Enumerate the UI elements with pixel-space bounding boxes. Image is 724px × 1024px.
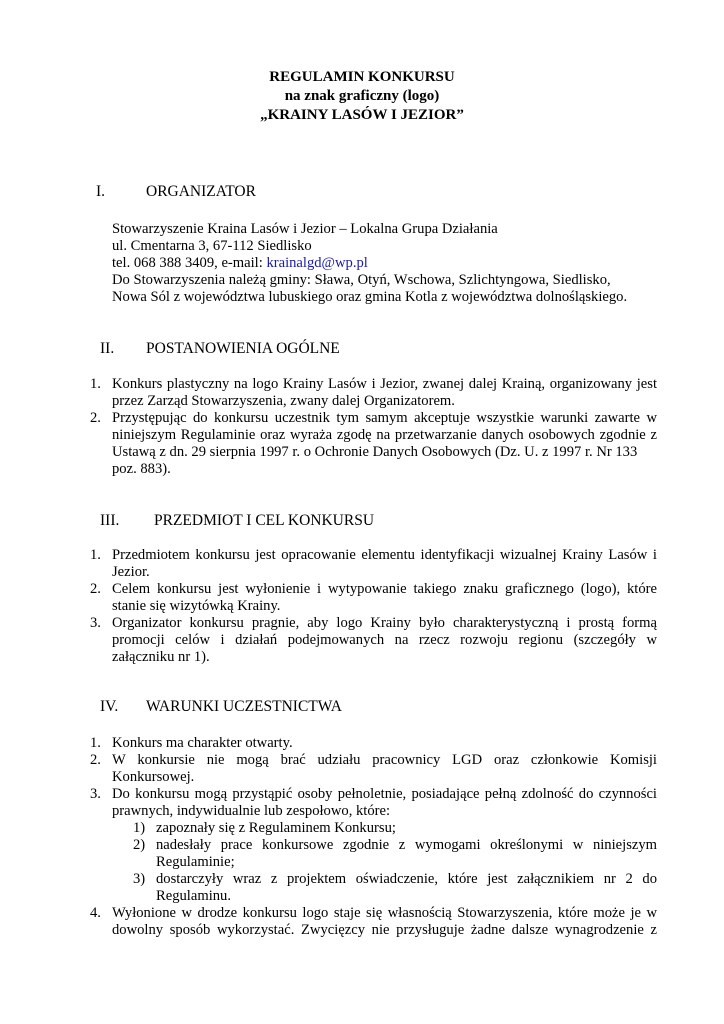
list-number: 2. <box>90 752 101 768</box>
sublist-item-line: Regulaminie; <box>156 854 235 870</box>
list-number: 4. <box>90 905 101 921</box>
section-1-number: I. <box>96 183 106 200</box>
list-item-line: Konkurs plastyczny na logo Krainy Lasów i Jezior, zwanej dalej Krainą, organizowany jest <box>112 376 657 392</box>
list-number: 2. <box>90 581 101 597</box>
list-number: 1. <box>90 547 101 563</box>
list-item-line: poz. 883). <box>112 461 171 477</box>
list-item-line: Wyłonione w drodze konkursu logo staje się własnością Stowarzyszenia, które może je w <box>112 905 657 921</box>
sublist-number: 3) <box>133 871 146 887</box>
organizer-address: ul. Cmentarna 3, 67-112 Siedlisko <box>112 238 312 254</box>
list-item-line: niniejszym Regulaminie oraz wyraża zgodę na przetwarzanie danych osobowych zgodnie z <box>112 427 657 443</box>
sublist-item-line: zapoznały się z Regulaminem Konkursu; <box>156 820 396 836</box>
list-number: 3. <box>90 615 101 631</box>
list-number: 1. <box>90 376 101 392</box>
list-item-line: przez Zarząd Stowarzyszenia, zwany dalej Organizatorem. <box>112 393 455 409</box>
sublist-number: 1) <box>133 820 146 836</box>
list-number: 1. <box>90 735 101 751</box>
list-item-line: promocji celów i działań podejmowanych na rzecz rozwoju regionu (szczegóły w <box>112 632 657 648</box>
section-3-number: III. <box>100 512 120 529</box>
sublist-item-line: nadesłały prace konkursowe zgodnie z wymogami określonymi w niniejszym <box>156 837 657 853</box>
list-item-line: Konkurs ma charakter otwarty. <box>112 735 293 751</box>
list-item-line: Przystępując do konkursu uczestnik tym samym akceptuje wszystkie warunki zawarte w <box>112 410 657 426</box>
list-item-line: W konkursie nie mogą brać udziału pracownicy LGD oraz członkowie Komisji <box>112 752 657 768</box>
organizer-contact <box>112 254 368 272</box>
list-item-line: Przedmiotem konkursu jest opracowanie elementu identyfikacji wizualnej Krainy Lasów i <box>112 547 657 563</box>
document-subtitle-name: „KRAINY LASÓW I JEZIOR” <box>260 107 464 123</box>
organizer-name: Stowarzyszenie Kraina Lasów i Jezior – Lokalna Grupa Działania <box>112 221 498 237</box>
section-3-heading: PRZEDMIOT I CEL KONKURSU <box>154 512 375 529</box>
list-item-line: stanie się wizytówką Krainy. <box>112 598 281 614</box>
section-1-heading: ORGANIZATOR <box>146 183 256 200</box>
section-2-number: II. <box>100 340 115 357</box>
list-number: 2. <box>90 410 101 426</box>
list-item-line: prawnych, indywidualnie lub zespołowo, które: <box>112 803 391 819</box>
list-item-line: Celem konkursu jest wyłonienie i wytypowanie takiego znaku graficznego (logo), które <box>112 581 657 597</box>
organizer-members-line-1: Do Stowarzyszenia należą gminy: Sława, Otyń, Wschowa, Szlichtyngowa, Siedlisko, <box>112 272 611 288</box>
section-4-number: IV. <box>100 698 119 715</box>
sublist-number: 2) <box>133 837 146 853</box>
list-item-line: Do konkursu mogą przystąpić osoby pełnoletnie, posiadające pełną zdolność do czynności <box>112 786 657 802</box>
section-2-heading: POSTANOWIENIA OGÓLNE <box>146 340 340 357</box>
list-number: 3. <box>90 786 101 802</box>
list-item-line: Jezior. <box>112 564 150 580</box>
sublist-item-line: dostarczyły wraz z projektem oświadczenie, które jest załącznikiem nr 2 do <box>156 871 657 887</box>
list-item-line: dowolny sposób wykorzystać. Zwycięzcy nie przysługuje żadne dalsze wynagrodzenie z <box>112 922 657 938</box>
sublist-item-line: Regulaminu. <box>156 888 231 904</box>
document-title: REGULAMIN KONKURSU <box>269 69 455 85</box>
list-item-line: Organizator konkursu pragnie, aby logo Krainy było charakterystyczną i prostą formą <box>112 615 657 631</box>
list-item-line: Ustawą z dn. 29 sierpnia 1997 r. o Ochronie Danych Osobowych (Dz. U. z 1997 r. Nr 133 <box>112 444 638 460</box>
organizer-members-line-2: Nowa Sól z województwa lubuskiego oraz gmina Kotla z województwa dolnośląskiego. <box>112 289 628 305</box>
list-item-line: załączniku nr 1). <box>112 649 210 665</box>
document-subtitle: na znak graficzny (logo) <box>284 88 440 104</box>
organizer-email-link[interactable]: krainalgd@wp.pl <box>266 255 368 271</box>
organizer-phone: tel. 068 388 3409, e-mail: <box>112 255 267 271</box>
section-4-heading: WARUNKI UCZESTNICTWA <box>146 698 342 715</box>
list-item-line: Konkursowej. <box>112 769 195 785</box>
